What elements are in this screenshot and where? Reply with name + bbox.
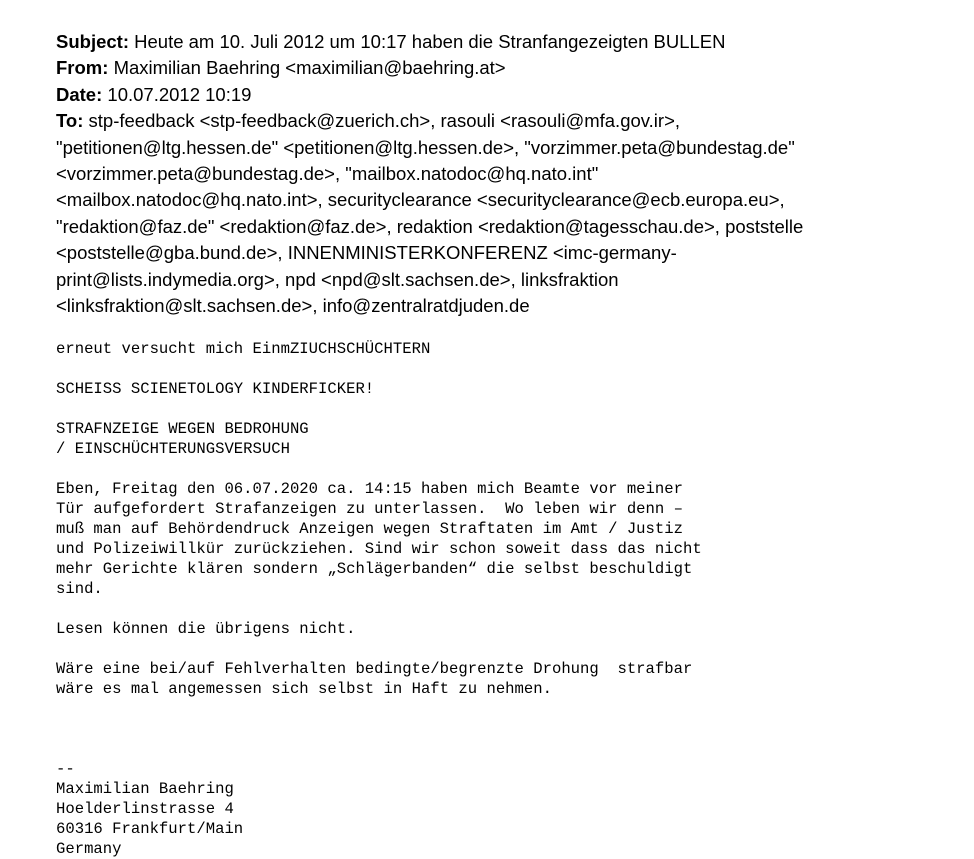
- to-recipients-line: <vorzimmer.peta@bundestag.de>, "mailbox.natodoc@hq.nato.int": [56, 163, 599, 185]
- signature-country: Germany: [56, 840, 122, 859]
- subject-label: Subject:: [56, 31, 129, 52]
- to-recipients-line: <linksfraktion@slt.sachsen.de>, info@zentralratdjuden.de: [56, 295, 530, 317]
- from-label: From:: [56, 57, 109, 79]
- body-line: SCHEISS SCIENETOLOGY KINDERFICKER!: [56, 380, 375, 399]
- date-label: Date:: [56, 83, 103, 105]
- body-line: Eben, Freitag den 06.07.2020 ca. 14:15 haben mich Beamte vor meiner: [56, 480, 683, 499]
- date-row: [56, 82, 956, 108]
- to-line: [56, 108, 956, 134]
- email-document: [56, 29, 956, 859]
- subject-text: Heute am 10. Juli 2012 um 10:17 haben die Stranfangezeigten BULLEN: [134, 31, 726, 52]
- spacer: [56, 719, 956, 759]
- to-recipients-line: <poststelle@gba.bund.de>, INNENMINISTERKONFERENZ <imc-germany-: [56, 242, 677, 264]
- to-recipients-line: <mailbox.natodoc@hq.nato.int>, securityclearance <securityclearance@ecb.europa.eu>,: [56, 189, 785, 211]
- body-line: Tür aufgefordert Strafanzeigen zu unterlassen. Wo leben wir denn –: [56, 500, 683, 519]
- body-line: Wäre eine bei/auf Fehlverhalten bedingte/begrenzte Drohung strafbar: [56, 660, 693, 679]
- to-label: To:: [56, 110, 84, 132]
- body-paragraph: [56, 419, 956, 459]
- signature-name: Maximilian Baehring: [56, 780, 234, 799]
- to-recipients-line: "petitionen@ltg.hessen.de" <petitionen@ltg.hessen.de>, "vorzimmer.peta@bundestag.de": [56, 136, 795, 158]
- body-line: wäre es mal angemessen sich selbst in Haft zu nehmen.: [56, 680, 552, 699]
- to-row: [56, 108, 956, 319]
- subject-row: [56, 29, 956, 55]
- body-paragraph: [56, 339, 956, 359]
- to-recipients-line: "redaktion@faz.de" <redaktion@faz.de>, redaktion <redaktion@tagesschau.de>, poststelle: [56, 215, 804, 237]
- signature-city: 60316 Frankfurt/Main: [56, 820, 244, 839]
- email-body: [56, 339, 956, 859]
- body-paragraph: [56, 379, 956, 399]
- body-paragraph: [56, 479, 956, 599]
- body-line: / EINSCHÜCHTERUNGSVERSUCH: [56, 440, 290, 459]
- body-line: sind.: [56, 580, 103, 599]
- body-line: Lesen können die übrigens nicht.: [56, 620, 356, 639]
- to-recipients-line: print@lists.indymedia.org>, npd <npd@slt.sachsen.de>, linksfraktion: [56, 268, 619, 290]
- email-signature: [56, 759, 956, 859]
- date-text: 10.07.2012 10:19: [107, 83, 252, 105]
- body-line: mehr Gerichte klären sondern „Schlägerbanden“ die selbst beschuldigt: [56, 560, 693, 579]
- from-text: Maximilian Baehring <maximilian@baehring.at>: [113, 57, 506, 79]
- to-recipients-line: stp-feedback <stp-feedback@zuerich.ch>, rasouli <rasouli@mfa.gov.ir>,: [88, 110, 681, 132]
- body-line: STRAFNZEIGE WEGEN BEDROHUNG: [56, 420, 309, 439]
- body-paragraph: [56, 619, 956, 639]
- from-row: [56, 55, 956, 81]
- body-line: erneut versucht mich EinmZIUCHSCHÜCHTERN: [56, 340, 431, 359]
- signature-street: Hoelderlinstrasse 4: [56, 800, 234, 819]
- email-header: [56, 29, 956, 319]
- body-line: und Polizeiwillkür zurückziehen. Sind wir schon soweit dass das nicht: [56, 540, 702, 559]
- body-line: muß man auf Behördendruck Anzeigen wegen Straftaten im Amt / Justiz: [56, 520, 683, 539]
- signature-separator: --: [56, 760, 75, 779]
- body-paragraph: [56, 659, 956, 699]
